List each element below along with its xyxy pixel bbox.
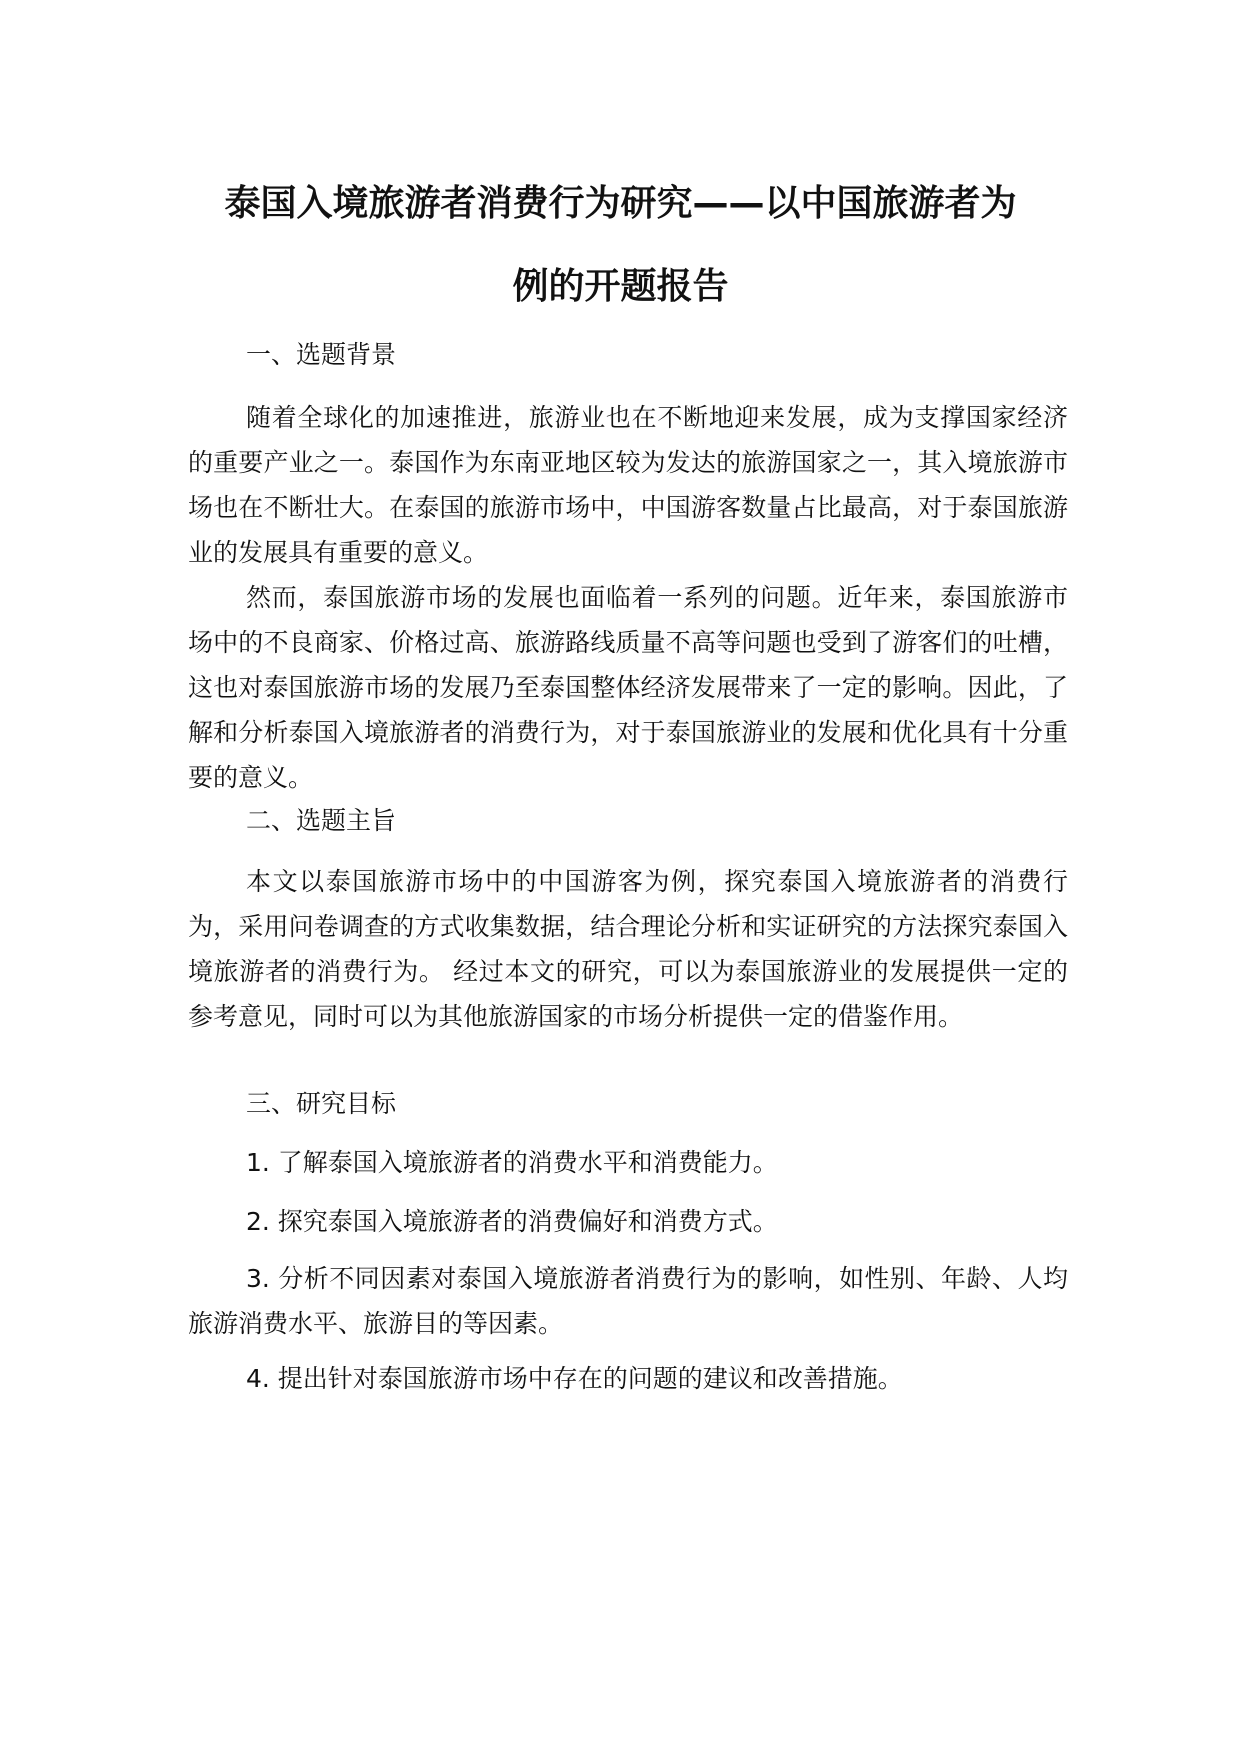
paragraph-background-1: 随着全球化的加速推进，旅游业也在不断地迎来发展，成为支撑国家经济的重要产业之一。泰国作为东南亚地区较为发达的旅游国家之一，其入境旅游市场也在不断壮大。在泰国的旅游市场中，中国游客数量占比最高，对于泰国旅游业的发展具有重要的意义。 [188,403,1068,567]
paragraph-background-2: 然而，泰国旅游市场的发展也面临着一系列的问题。近年来，泰国旅游市场中的不良商家、价格过高、旅游路线质量不高等问题也受到了游客们的吐槽，这也对泰国旅游市场的发展乃至泰国整体经济发展带来了一定的影响。因此，了解和分析泰国入境旅游者的消费行为，对于泰国旅游业的发展和优化具有十分重要的意义。 [188,583,1068,792]
document-title-line-2: 例的开题报告 [512,266,729,307]
document-title-line-1: 泰国入境旅游者消费行为研究——以中国旅游者为 [224,183,1017,224]
section-heading-purpose: 二、选题主旨 [246,806,397,835]
paragraph-purpose-1: 本文以泰国旅游市场中的中国游客为例，探究泰国入境旅游者的消费行为，采用问卷调查的方式收集数据，结合理论分析和实证研究的方法探究泰国入境旅游者的消费行为。 经过本文的研究，可以为泰国旅游业的发展提供一定的参考意见，同时可以为其他旅游国家的市场分析提供一定的借鉴作用。 [188,867,1068,1031]
objective-item-2: 2. 探究泰国入境旅游者的消费偏好和消费方式。 [246,1207,778,1236]
section-heading-background: 一、选题背景 [246,340,397,369]
section-heading-objectives: 三、研究目标 [246,1089,397,1118]
objective-item-4: 4. 提出针对泰国旅游市场中存在的问题的建议和改善措施。 [246,1364,903,1393]
objective-item-1: 1. 了解泰国入境旅游者的消费水平和消费能力。 [246,1148,778,1177]
objective-item-3: 3. 分析不同因素对泰国入境旅游者消费行为的影响，如性别、年龄、人均旅游消费水平、旅游目的等因素。 [188,1264,1068,1338]
